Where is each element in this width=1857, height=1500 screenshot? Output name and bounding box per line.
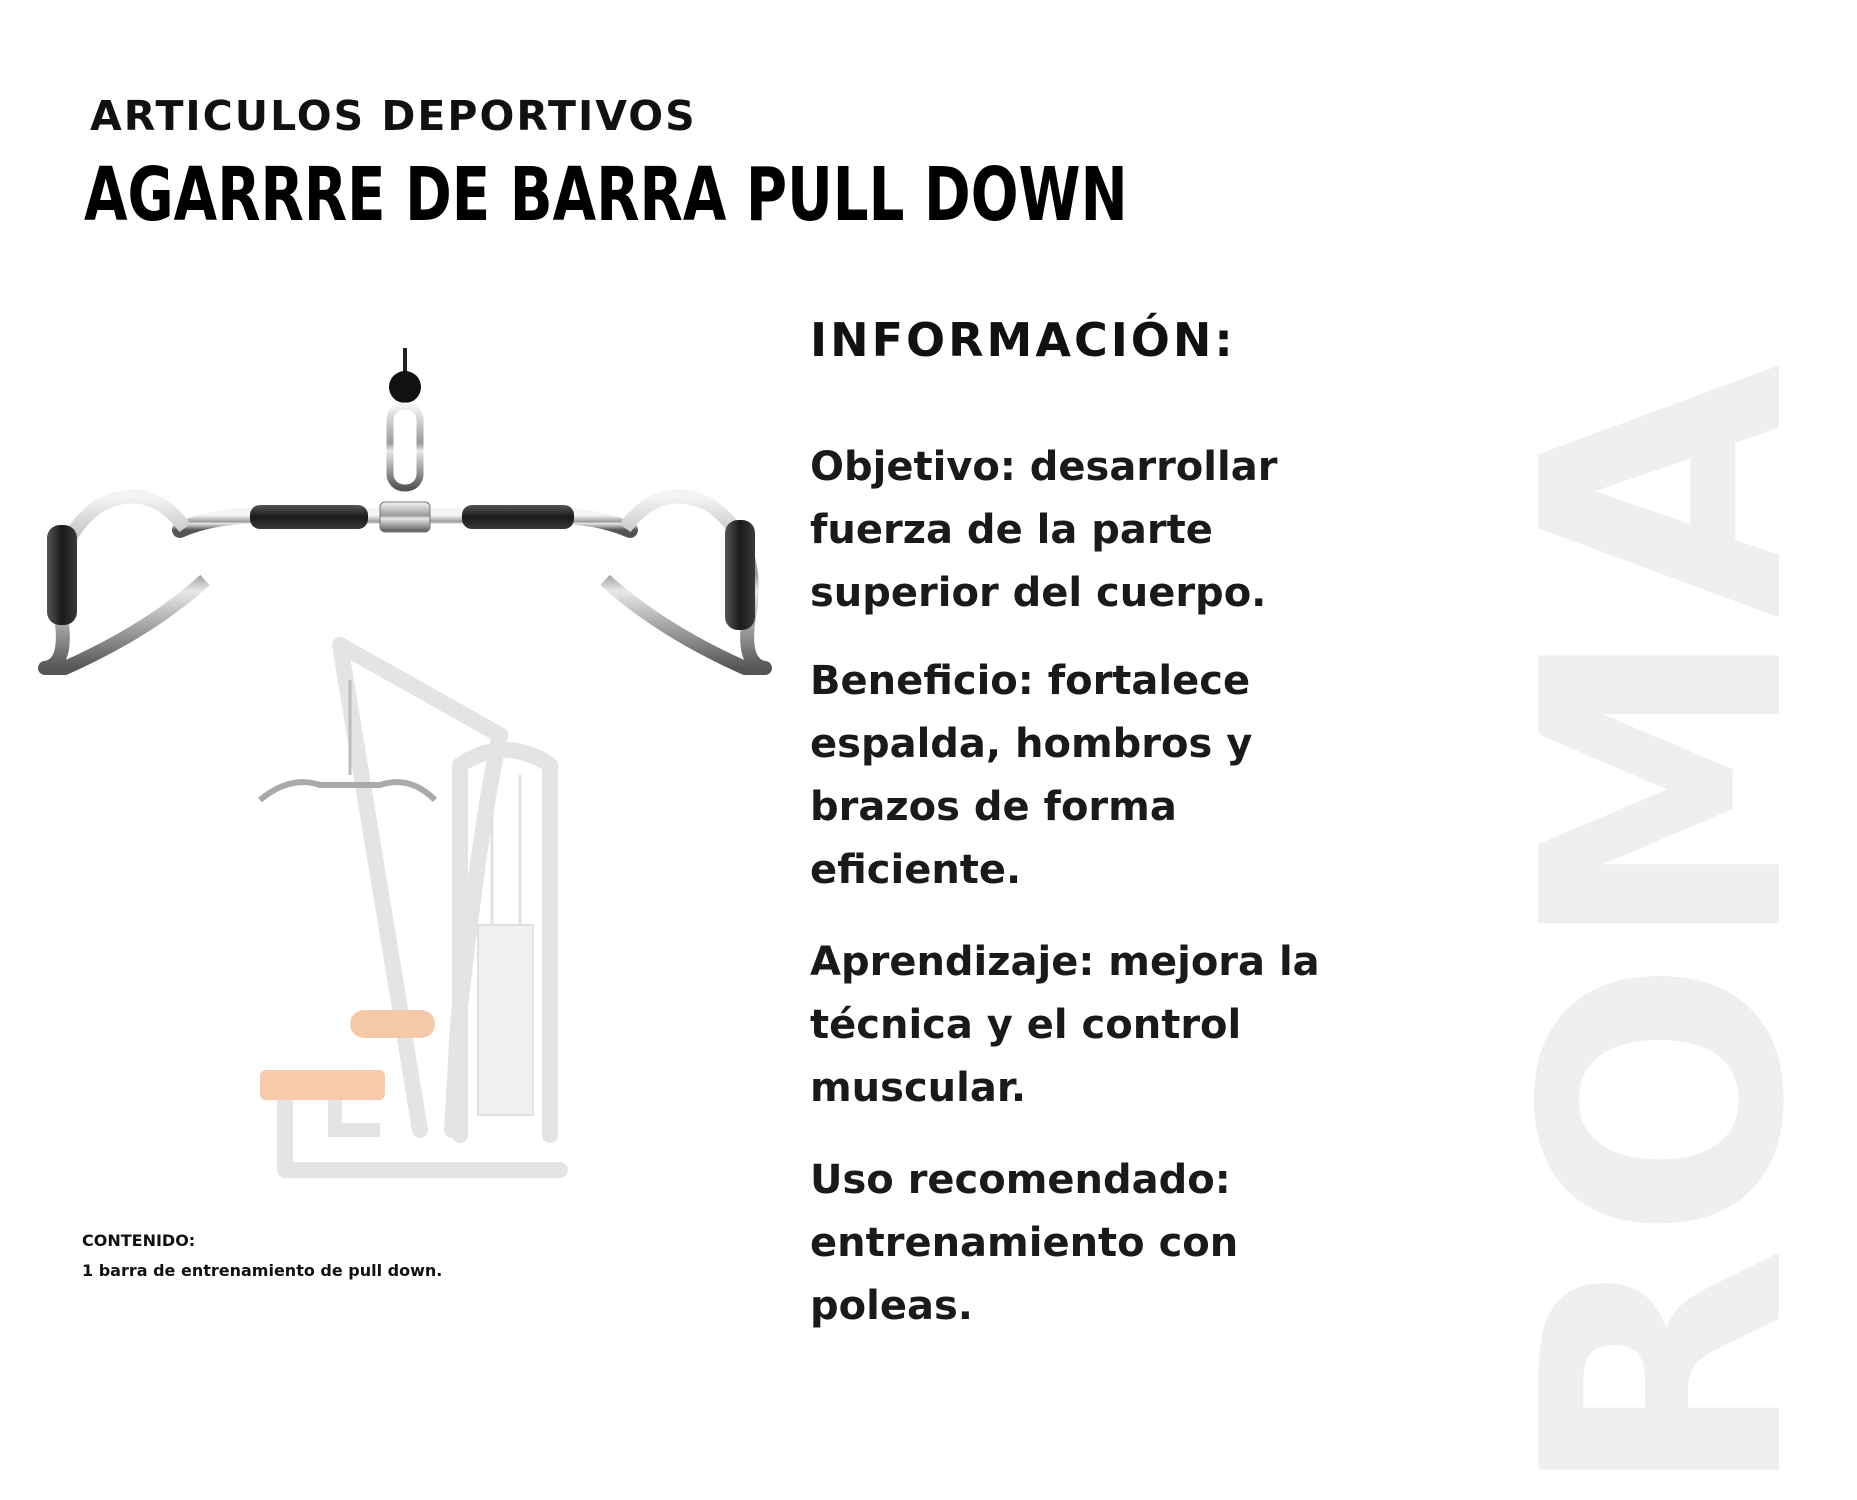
contents-label: CONTENIDO: — [82, 1231, 196, 1250]
info-item-recommended-use: Uso recomendado: entrenamiento con poleas. — [810, 1157, 1239, 1329]
lat-pulldown-machine-image — [230, 625, 590, 1185]
contents-section — [82, 1226, 442, 1286]
contents-text: 1 barra de entrenamiento de pull down. — [82, 1261, 443, 1280]
info-item-benefit: Beneficio: fortalece espalda, hombros y brazos de forma eficiente. — [810, 658, 1253, 893]
info-item-learning: Aprendizaje: mejora la técnica y el control muscular. — [810, 939, 1320, 1111]
product-category: ARTICULOS DEPORTIVOS — [90, 92, 697, 140]
info-item-objective: Objetivo: desarrollar fuerza de la parte superior del cuerpo. — [810, 444, 1278, 616]
info-list — [810, 436, 1330, 1367]
brand-watermark-text: ROMA — [1473, 357, 1857, 1500]
product-title: AGARRRE DE BARRA PULL DOWN — [84, 152, 1128, 238]
info-heading: INFORMACIÓN: — [810, 313, 1236, 367]
